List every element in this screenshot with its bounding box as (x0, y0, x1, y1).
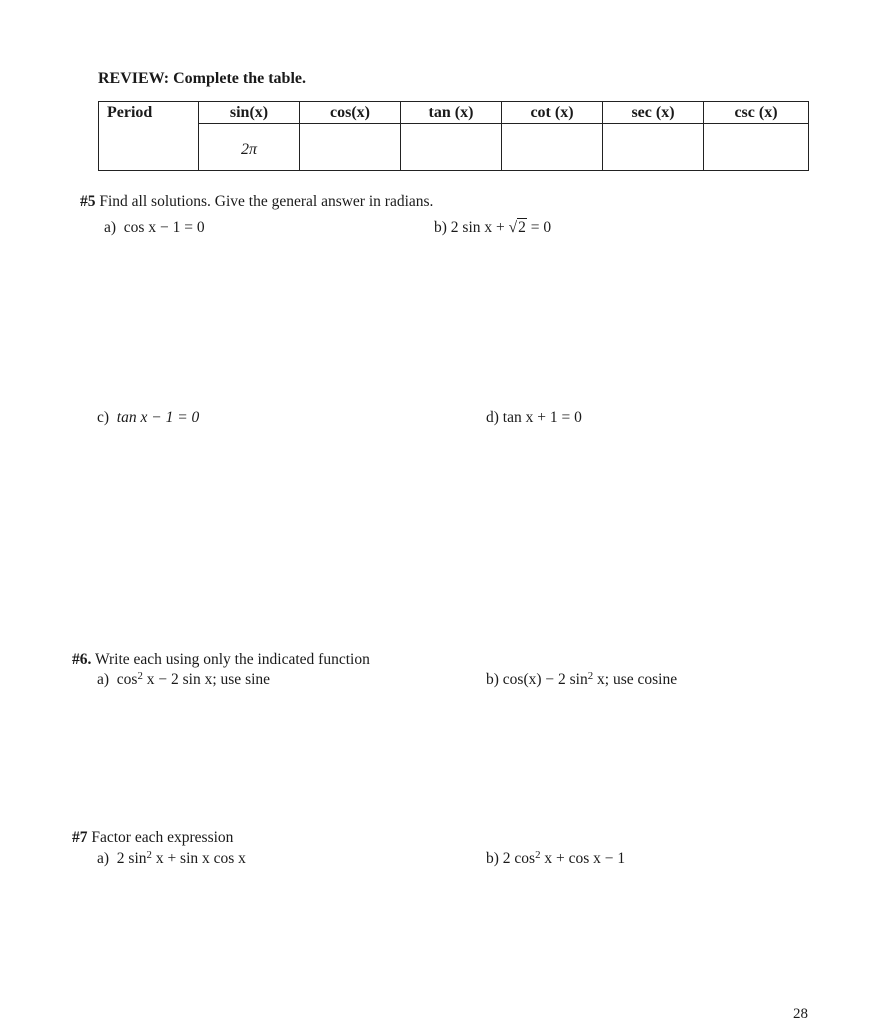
header-sin: sin(x) (199, 102, 300, 124)
period-sec-cell[interactable] (603, 124, 704, 171)
q5-number: #5 (80, 193, 96, 210)
period-csc-cell[interactable] (704, 124, 809, 171)
q5-c-expr: tan x − 1 = 0 (116, 409, 200, 426)
header-cot: cot (x) (502, 102, 603, 124)
q7-instruction: Factor each expression (91, 829, 234, 846)
q7-a-label: a) (97, 850, 110, 867)
q7-b-expr: 2 $\cos^2 x + \cos x - 1$ (502, 849, 626, 867)
q5-part-d (486, 409, 582, 427)
q6-instruction: Write each using only the indicated function (94, 651, 370, 668)
q5-b-expr: 2 sin x + √2 = 0 (450, 219, 552, 236)
q7-part-b (486, 850, 625, 868)
q5-instruction: Find all solutions. Give the general answer in radians. (99, 193, 434, 210)
q7-number: #7 (72, 829, 88, 846)
q5-a-expr: cos x − 1 = 0 (123, 219, 205, 236)
header-csc: csc (x) (704, 102, 809, 124)
q7-a-expr: 2 $\sin^2 x + \sin x$ cos x (116, 849, 246, 867)
q7-part-a (97, 850, 246, 868)
page-number: 28 (793, 1006, 808, 1022)
period-tan-cell[interactable] (401, 124, 502, 171)
q5-part-c (97, 409, 199, 427)
header-tan: tan (x) (401, 102, 502, 124)
q6-part-a (97, 671, 270, 689)
q6-b-expr: cos(x) − 2 $\sin^2 x$; use cosine (502, 670, 678, 688)
q5-c-label: c) (97, 409, 110, 426)
q6-a-label: a) (97, 671, 110, 688)
header-sec: sec (x) (603, 102, 704, 124)
row-label-period: Period (99, 102, 199, 171)
q5-a-label: a) (104, 219, 117, 236)
table-period-row (99, 124, 809, 171)
period-cot-cell[interactable] (502, 124, 603, 171)
sqrt-symbol: √2 (508, 219, 526, 236)
period-table (98, 101, 809, 171)
q7-b-label: b) (486, 850, 499, 867)
q5-b-label: b) (434, 219, 447, 236)
review-heading: REVIEW: Complete the table. (98, 70, 306, 87)
q5-d-expr: tan x + 1 = 0 (502, 409, 582, 426)
q5-heading (80, 193, 433, 211)
q7-heading (72, 829, 233, 847)
table-header-row (99, 102, 809, 124)
header-cos: cos(x) (300, 102, 401, 124)
period-cos-cell[interactable] (300, 124, 401, 171)
q6-part-b (486, 671, 677, 689)
q6-a-expr: $\cos^2 x - 2$ sin x; use sine (116, 670, 271, 688)
q6-heading (72, 651, 370, 669)
q6-b-label: b) (486, 671, 499, 688)
q6-number: #6. (72, 651, 92, 668)
q5-part-b (434, 219, 551, 237)
q5-d-label: d) (486, 409, 499, 426)
period-sin-cell: 2π (199, 124, 300, 171)
q5-part-a (104, 219, 205, 237)
